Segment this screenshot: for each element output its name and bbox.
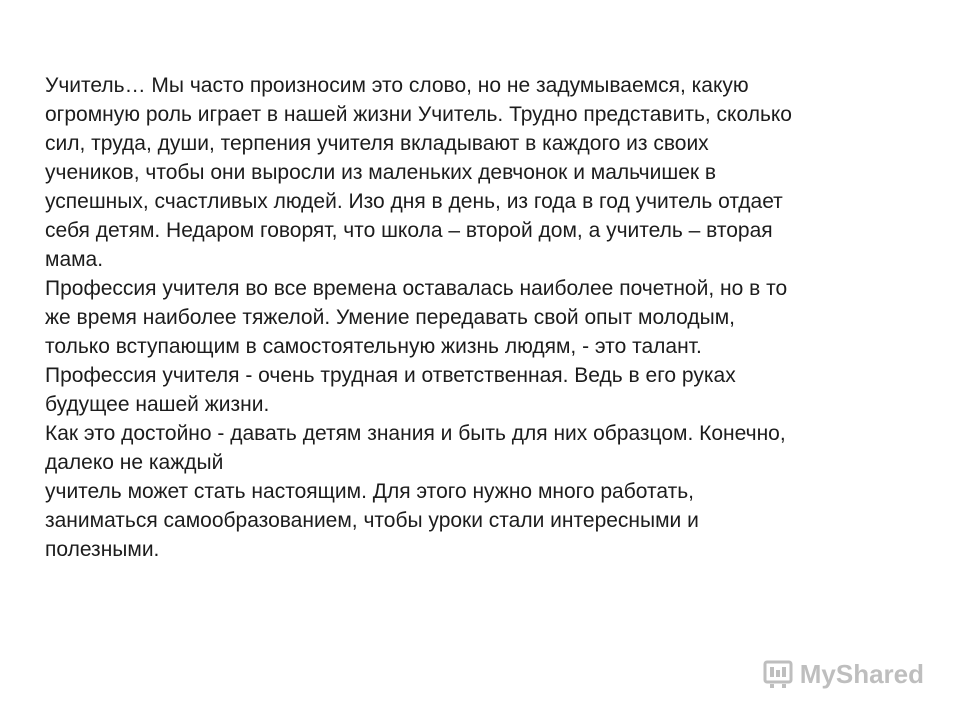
text-line: только вступающим в самостоятельную жизнь людям, - это талант.: [45, 335, 702, 358]
text-line: Профессия учителя - очень трудная и ответственная. Ведь в его руках: [45, 364, 736, 387]
text-line: мама.: [45, 248, 104, 271]
watermark-text: MyShared: [799, 659, 924, 689]
text-line: учеников, чтобы они выросли из маленьких девчонок и мальчишек в: [45, 161, 717, 184]
myshared-logo-icon: [762, 659, 794, 689]
text-line: сил, труда, души, терпения учителя вкладывают в каждого из своих: [45, 132, 709, 155]
text-line: огромную роль играет в нашей жизни Учитель. Трудно представить, сколько: [45, 103, 792, 126]
text-line: же время наиболее тяжелой. Умение передавать свой опыт молодым,: [45, 306, 736, 329]
text-line: учитель может стать настоящим. Для этого нужно много работать,: [45, 480, 694, 503]
text-line: полезными.: [45, 538, 160, 561]
text-line: Учитель… Мы часто произносим это слово, но не задумываемся, какую: [45, 74, 749, 97]
text-line: заниматься самообразованием, чтобы уроки стали интересными и: [45, 509, 699, 532]
slide-text: [45, 71, 925, 564]
text-line: будущее нашей жизни.: [45, 393, 270, 416]
text-line: себя детям. Недаром говорят, что школа – второй дом, а учитель – вторая: [45, 219, 773, 242]
text-line: успешных, счастливых людей. Изо дня в день, из года в год учитель отдает: [45, 190, 783, 213]
text-line: Как это достойно - давать детям знания и быть для них образцом. Конечно,: [45, 422, 786, 445]
text-line: далеко не каждый: [45, 451, 224, 474]
text-line: Профессия учителя во все времена оставалась наиболее почетной, но в то: [45, 277, 788, 300]
myshared-watermark: [762, 656, 924, 692]
